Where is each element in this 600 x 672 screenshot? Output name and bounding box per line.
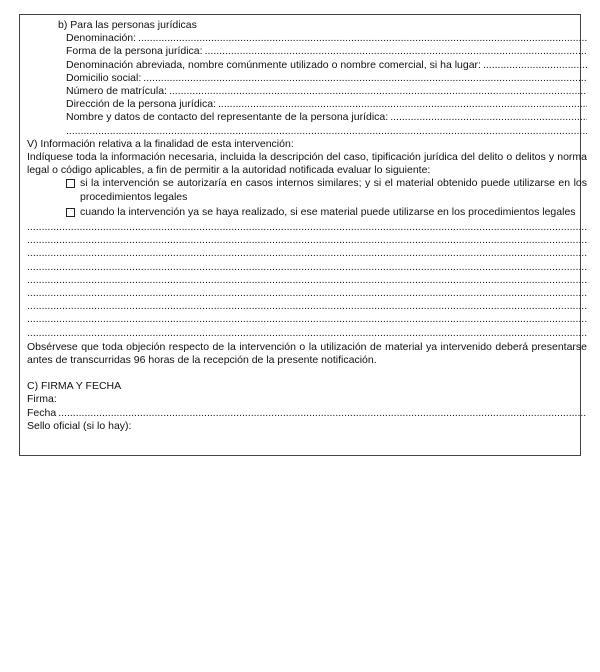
field-representante-cont[interactable]	[27, 125, 587, 138]
field-forma-juridica[interactable]	[27, 45, 587, 58]
section-b-title	[27, 19, 587, 32]
dotted-line	[205, 45, 587, 58]
field-representante[interactable]	[27, 111, 587, 124]
field-label: Denominación abreviada, nombre comúnmente utilizado o nombre comercial, si ha lugar:	[66, 58, 481, 71]
field-firma[interactable]	[27, 393, 587, 406]
field-label: Firma:	[27, 393, 57, 406]
dotted-line	[138, 32, 587, 45]
checkbox[interactable]	[66, 208, 75, 217]
field-label: Domicilio social:	[66, 71, 142, 84]
checkbox[interactable]	[66, 179, 75, 188]
field-label: Forma de la persona jurídica:	[66, 45, 203, 58]
option-label: si la intervención se autorizaría en casos internos similares; y si el material obtenido puede utilizarse en los procedimientos legales	[80, 177, 587, 203]
section-v-intro: Indíquese toda la información necesaria, incluida la descripción del caso, tipificación jurídica del delito o delitos y norma legal o código aplicables, a fin de permitir a la autoridad notificada evaluar lo siguiente:	[27, 151, 587, 177]
dotted-line	[27, 300, 587, 313]
section-v-heading: V) Información relativa a la finalidad de esta intervención:	[27, 137, 294, 150]
objection-note: Obsérvese que toda objeción respecto de la intervención o la utilización de material ya intervenido deberá presentarse antes de transcurridas 96 horas de la recepción de la presente notificación.	[27, 340, 587, 367]
free-text-area[interactable]	[27, 221, 587, 340]
field-label: Dirección de la persona jurídica:	[66, 98, 216, 111]
field-numero-matricula[interactable]	[27, 85, 587, 98]
dotted-line	[66, 125, 587, 138]
dotted-line	[27, 327, 587, 340]
option-label: cuando la intervención ya se haya realizado, si ese material puede utilizarse en los procedimientos legales	[80, 205, 576, 218]
section-b-heading: b) Para las personas jurídicas	[58, 19, 197, 31]
dotted-line	[218, 98, 587, 111]
section-c-title	[27, 380, 587, 393]
field-label: Denominación:	[66, 32, 137, 45]
dotted-line	[27, 247, 587, 260]
field-label: Nombre y datos de contacto del representante de la persona jurídica:	[66, 111, 389, 124]
dotted-line	[27, 234, 587, 247]
spacer	[27, 367, 587, 380]
dotted-line	[27, 261, 587, 274]
dotted-line	[27, 221, 587, 234]
form-frame	[19, 14, 587, 456]
field-sello[interactable]	[27, 420, 587, 433]
form-content	[27, 19, 587, 433]
dotted-line	[27, 287, 587, 300]
field-denominacion[interactable]	[27, 32, 587, 45]
section-c-heading: C) FIRMA Y FECHA	[27, 380, 122, 393]
field-label: Fecha	[27, 406, 57, 419]
dotted-line	[483, 59, 587, 72]
field-fecha[interactable]	[27, 407, 587, 420]
option-intervencion-realizada[interactable]	[27, 206, 587, 219]
dotted-line	[390, 111, 587, 124]
field-direccion[interactable]	[27, 98, 587, 111]
dotted-line	[58, 407, 587, 420]
dotted-line	[27, 313, 587, 326]
option-casos-internos[interactable]	[27, 177, 587, 203]
field-domicilio-social[interactable]	[27, 72, 587, 85]
dotted-line	[27, 274, 587, 287]
section-v-title	[27, 138, 587, 151]
field-label: Sello oficial (si lo hay):	[27, 419, 132, 432]
dotted-line	[143, 72, 587, 85]
field-denominacion-abreviada[interactable]	[27, 59, 587, 72]
dotted-line	[169, 85, 587, 98]
field-label: Número de matrícula:	[66, 85, 167, 98]
